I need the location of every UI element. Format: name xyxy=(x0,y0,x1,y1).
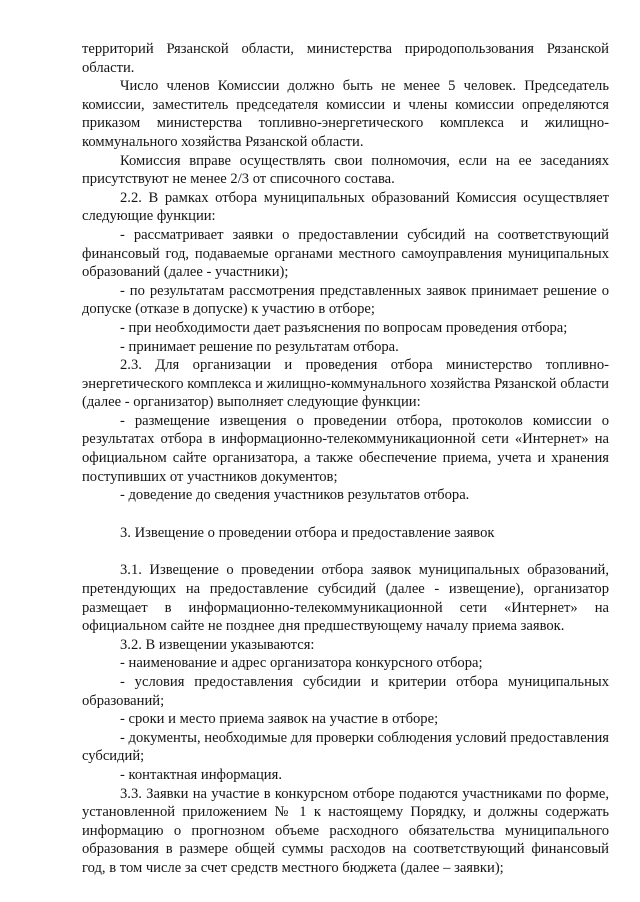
paragraph: Число членов Комиссии должно быть не менее 5 человек. Председатель комиссии, заместитель председателя комиссии и члены комиссии определяются приказом министерства топливно-энергетического комплекса и жилищно-коммунального хозяйства Рязанской области. xyxy=(82,78,609,150)
paragraph: 2.3. Для организации и проведения отбора министерство топливно-энергетического комплекса и жилищно-коммунального хозяйства Рязанской области (далее - организатор) выполняет следующие функции: xyxy=(82,357,609,411)
paragraph: 3.3. Заявки на участие в конкурсном отборе подаются участниками по форме, установленной приложением № 1 к настоящему Порядку, и должны содержать информацию о прогнозном объеме расходного обязательства муниципального образования в размере общей суммы расходов на соответствующий финансовый год, в том числе за счет средств местного бюджета (далее – заявки); xyxy=(82,785,609,876)
section-heading: 3. Извещение о проведении отбора и предоставление заявок xyxy=(120,524,495,541)
paragraph: Комиссия вправе осуществлять свои полномочия, если на ее заседаниях присутствуют не менее 2/3 от списочного состава. xyxy=(82,152,609,188)
paragraph: территорий Рязанской области, министерства природопользования Рязанской области. xyxy=(82,41,609,76)
list-item: - по результатам рассмотрения представленных заявок принимает решение о допуске (отказе в допуске) к участию в отборе; xyxy=(82,282,609,318)
list-item: - рассматривает заявки о предоставлении субсидий на соответствующий финансовый год, подаваемые органами местного самоуправления муниципальных образований (далее - участники); xyxy=(82,226,609,281)
list-item: - доведение до сведения участников результатов отбора. xyxy=(120,487,470,504)
paragraph: 3.1. Извещение о проведении отбора заявок муниципальных образований, претендующих на предоставление субсидий (далее - извещение), организатор размещает в информационно-телекоммуникационной сети «Интернет» на официальном сайте не позднее дня предшествующему началу приема заявок. xyxy=(82,562,609,635)
paragraph: 3.2. В извещении указываются: xyxy=(120,636,315,653)
list-item: - документы, необходимые для проверки соблюдения условий предоставления субсидий; xyxy=(82,729,609,765)
document-page xyxy=(82,40,609,878)
list-item: - контактная информация. xyxy=(120,766,282,783)
list-item: - при необходимости дает разъяснения по вопросам проведения отбора; xyxy=(120,319,568,336)
list-item: - принимает решение по результатам отбора. xyxy=(120,338,399,355)
paragraph: 2.2. В рамках отбора муниципальных образований Комиссия осуществляет следующие функции: xyxy=(82,189,609,225)
list-item: - размещение извещения о проведении отбора, протоколов комиссии о результатах отбора в информационно-телекоммуникационной сети «Интернет» на официальном сайте организатора, а также обеспечение приема, учета и хранения поступивших от участников документов; xyxy=(82,412,609,485)
list-item: - условия предоставления субсидии и критерии отбора муниципальных образований; xyxy=(82,674,609,709)
list-item: - наименование и адрес организатора конкурсного отбора; xyxy=(120,655,483,672)
list-item: - сроки и место приема заявок на участие в отборе; xyxy=(120,711,439,728)
